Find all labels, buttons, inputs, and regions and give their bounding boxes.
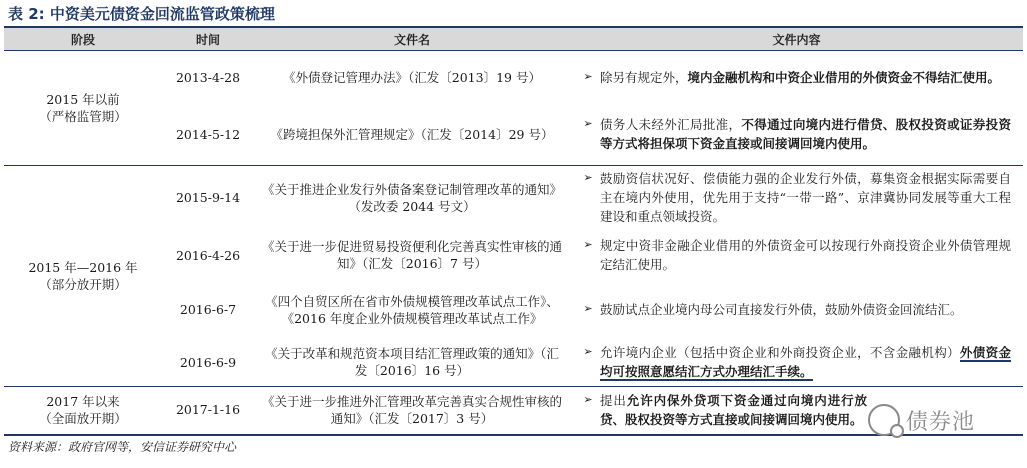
doc-content-cell: [570, 339, 1023, 387]
date-cell: 2014-5-12: [175, 126, 241, 142]
content-text: 债务人未经外汇局批准，不得通过向境内进行借贷、股权投资或证券投资等方式将担保项下资金直接或间接调回境内使用。: [600, 117, 1011, 152]
arrow-bullet-icon: ➢: [583, 171, 593, 185]
arrow-bullet-icon: ➢: [583, 392, 593, 406]
doc-content-cell: [570, 104, 1023, 166]
date-cell: 2015-9-14: [162, 166, 254, 230]
doc-name-cell: 《关于改革和规范资本项目结汇管理政策的通知》（汇发〔2016〕16 号）: [265, 346, 559, 379]
doc-content-cell: [570, 51, 1023, 104]
arrow-bullet-icon: ➢: [583, 345, 593, 359]
period-cell: [4, 166, 162, 387]
period-sublabel: （全面放开期）: [39, 410, 127, 426]
doc-name-cell: 《关于进一步促进贸易投资便利化完善真实性审核的通知》（汇发〔2016〕7 号）: [261, 239, 562, 271]
policy-table: [4, 28, 1023, 433]
date-cell: 2017-1-16: [162, 387, 254, 433]
table-row: [4, 166, 1023, 230]
arrow-bullet-icon: ➢: [583, 238, 593, 251]
header-doc-content: 文件内容: [570, 28, 1023, 51]
date-cell: 2013-4-28: [162, 51, 254, 104]
period-cell: [4, 51, 162, 166]
doc-content-cell: [570, 281, 1023, 339]
watermark-text: 债券池: [906, 409, 976, 435]
period-label: 2015 年以前: [46, 92, 120, 107]
period-cell: [4, 387, 162, 433]
doc-content-cell: [570, 230, 1023, 281]
table-title: 表 2: 中资美元债资金回流监管政策梳理: [8, 5, 275, 23]
header-date: 时间: [162, 28, 254, 51]
doc-name-cell: 《跨境担保外汇管理规定》（汇发〔2014〕29 号）: [270, 126, 554, 142]
date-cell: 2016-6-9: [179, 354, 237, 370]
doc-name-cell: 《四个自贸区所在省市外债规模管理改革试点工作》、《2016 年度企业外债规模管理改革试点工作》: [265, 293, 559, 326]
watermark: [868, 404, 975, 436]
period-label: 2015 年—2016 年: [28, 260, 138, 275]
date-cell: 2016-4-26: [175, 247, 241, 263]
doc-name-cell: 《外债登记管理办法》（汇发〔2013〕19 号）: [254, 51, 570, 104]
content-text: 规定中资非金融企业借用的外债资金可以按现行外商投资企业外债管理规定结汇使用。: [600, 238, 1011, 272]
content-text: 允许境内企业（包括中资企业和外商投资企业，不含金融机构）外债资金均可按照意愿结汇方式办理结汇手续。: [600, 345, 1011, 380]
header-period: 阶段: [4, 28, 162, 51]
doc-name-cell: 《关于进一步推进外汇管理改革完善真实合规性审核的通知》（汇发〔2017〕3 号）: [254, 387, 570, 433]
period-sublabel: （严格监管期）: [39, 109, 127, 124]
arrow-bullet-icon: ➢: [583, 117, 593, 131]
content-text: 鼓励试点企业境内母公司直接发行外债，鼓励外债资金回流结汇。: [600, 302, 963, 317]
wechat-logo-icon: [868, 404, 900, 436]
period-label: 2017 年以来: [46, 393, 120, 409]
header-doc-name: 文件名: [254, 28, 570, 51]
doc-content-cell: [570, 166, 1023, 230]
table-row: [4, 51, 1023, 104]
content-text: 除另有规定外，境内金融机构和中资企业借用的外债资金不得结汇使用。: [600, 69, 1001, 85]
arrow-bullet-icon: ➢: [583, 69, 593, 83]
table-header-row: [4, 28, 1023, 51]
doc-name-cell: 《关于推进企业发行外债备案登记制管理改革的通知》（发改委 2044 号文）: [254, 166, 570, 230]
content-text: 提出允许内保外贷项下资金通过向境内进行放贷、股权投资等方式直接或间接调回境内使用。: [600, 392, 867, 427]
period-sublabel: （部分放开期）: [39, 277, 127, 292]
arrow-bullet-icon: ➢: [583, 302, 593, 315]
date-cell: 2016-6-7: [179, 302, 237, 317]
source-note: 资料来源：政府官网等，安信证券研究中心: [8, 440, 237, 454]
content-text: 鼓励资信状况好、偿债能力强的企业发行外债，募集资金根据实际需要自主在境内外使用，优先用于支持“一带一路”、京津冀协同发展等重大工程建设和重点领域投资。: [600, 171, 1011, 225]
